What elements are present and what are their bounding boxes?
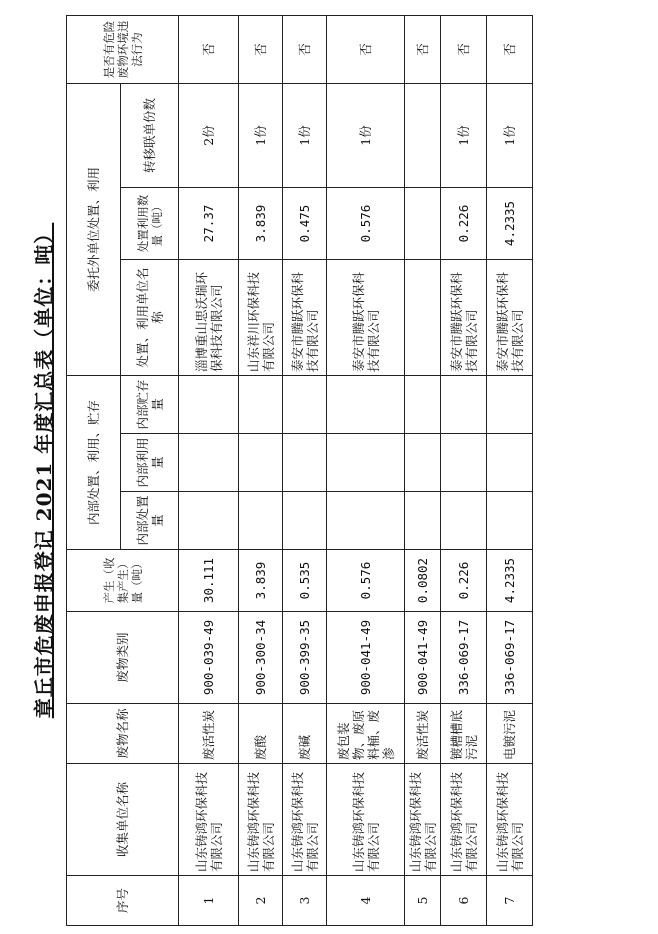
cell-outsource-unit: 泰安市腾跃环保科技有限公司 — [283, 260, 327, 376]
table-row — [283, 15, 327, 925]
cell-produced: 0.0802 — [405, 550, 441, 612]
cell-violation: 否 — [405, 15, 441, 83]
header-seq: 序号 — [67, 876, 179, 926]
cell-internal-disposal — [179, 492, 239, 550]
cell-waste-name: 废活性炭 — [179, 704, 239, 764]
cell-transfer-count: 1份 — [239, 84, 283, 188]
cell-outsource-amount: 0.576 — [327, 188, 405, 260]
cell-company: 山东铸鸿环保科技有限公司 — [487, 764, 533, 876]
cell-outsource-amount: 4.2335 — [487, 188, 533, 260]
cell-violation: 否 — [441, 15, 487, 83]
cell-violation: 否 — [487, 15, 533, 83]
header-internal-group: 内部处置、利用、贮存 — [67, 376, 121, 550]
cell-internal-disposal — [283, 492, 327, 550]
cell-internal-utilization — [327, 434, 405, 492]
cell-outsource-amount — [405, 188, 441, 260]
cell-waste-name: 电镀污泥 — [487, 704, 533, 764]
cell-seq: 3 — [283, 876, 327, 926]
cell-transfer-count: 1份 — [283, 84, 327, 188]
header-outsource-unit: 处置、利用单位名称 — [121, 260, 179, 376]
cell-produced: 0.535 — [283, 550, 327, 612]
cell-waste-category: 900-041-49 — [405, 612, 441, 704]
cell-company: 山东铸鸿环保科技有限公司 — [327, 764, 405, 876]
waste-summary-table — [22, 15, 533, 926]
cell-seq: 4 — [327, 876, 405, 926]
cell-internal-disposal — [239, 492, 283, 550]
rotated-sheet — [8, 12, 648, 932]
cell-violation: 否 — [239, 15, 283, 83]
cell-internal-disposal — [441, 492, 487, 550]
cell-violation: 否 — [179, 15, 239, 83]
cell-waste-name: 废碱 — [283, 704, 327, 764]
cell-internal-storage — [327, 376, 405, 434]
cell-waste-name: 废酸 — [239, 704, 283, 764]
cell-outsource-amount: 0.226 — [441, 188, 487, 260]
cell-outsource-amount: 0.475 — [283, 188, 327, 260]
cell-internal-utilization — [283, 434, 327, 492]
cell-internal-utilization — [239, 434, 283, 492]
cell-violation: 否 — [283, 15, 327, 83]
header-transfer-count: 转移联单份数 — [121, 84, 179, 188]
cell-seq: 1 — [179, 876, 239, 926]
cell-seq: 7 — [487, 876, 533, 926]
cell-internal-storage — [179, 376, 239, 434]
cell-company: 山东铸鸿环保科技有限公司 — [283, 764, 327, 876]
table-row — [441, 15, 487, 925]
cell-internal-storage — [239, 376, 283, 434]
cell-company: 山东铸鸿环保科技有限公司 — [179, 764, 239, 876]
header-outsource-amount: 处置利用数量（吨） — [121, 188, 179, 260]
cell-produced: 3.839 — [239, 550, 283, 612]
cell-waste-category: 336-069-17 — [487, 612, 533, 704]
header-produced: 产生（收集产生）量（吨） — [67, 550, 179, 612]
header-company: 收集单位名称 — [67, 764, 179, 876]
cell-transfer-count — [405, 84, 441, 188]
cell-outsource-unit: 山东祥川环保科技有限公司 — [239, 260, 283, 376]
cell-waste-category: 900-399-35 — [283, 612, 327, 704]
cell-seq: 2 — [239, 876, 283, 926]
cell-internal-disposal — [487, 492, 533, 550]
header-waste-category: 废物类别 — [67, 612, 179, 704]
header-violation: 是否有危险废物环境违法行为 — [67, 15, 179, 83]
cell-waste-category: 900-039-49 — [179, 612, 239, 704]
cell-seq: 5 — [405, 876, 441, 926]
cell-outsource-unit — [405, 260, 441, 376]
cell-transfer-count: 1份 — [327, 84, 405, 188]
cell-produced: 30.111 — [179, 550, 239, 612]
cell-waste-category: 336-069-17 — [441, 612, 487, 704]
cell-outsource-unit: 泰安市腾跃环保科技有限公司 — [487, 260, 533, 376]
cell-internal-storage — [283, 376, 327, 434]
cell-internal-storage — [487, 376, 533, 434]
cell-produced: 0.226 — [441, 550, 487, 612]
cell-internal-storage — [405, 376, 441, 434]
table-row — [327, 15, 405, 925]
cell-produced: 0.576 — [327, 550, 405, 612]
cell-internal-disposal — [405, 492, 441, 550]
cell-outsource-amount: 3.839 — [239, 188, 283, 260]
header-waste-name: 废物名称 — [67, 704, 179, 764]
cell-internal-utilization — [405, 434, 441, 492]
cell-waste-name: 镀槽槽底污泥 — [441, 704, 487, 764]
header-internal-utilization: 内部利用量 — [121, 434, 179, 492]
cell-outsource-unit: 泰安市腾跃环保科技有限公司 — [327, 260, 405, 376]
cell-company: 山东铸鸿环保科技有限公司 — [239, 764, 283, 876]
cell-internal-utilization — [441, 434, 487, 492]
cell-company: 山东铸鸿环保科技有限公司 — [405, 764, 441, 876]
cell-waste-name: 废包装物、废原料桶、废渗 — [327, 704, 405, 764]
table-row — [405, 15, 441, 925]
cell-transfer-count: 1份 — [487, 84, 533, 188]
cell-internal-storage — [441, 376, 487, 434]
cell-transfer-count: 1份 — [441, 84, 487, 188]
cell-company: 山东铸鸿环保科技有限公司 — [441, 764, 487, 876]
page-title: 章丘市危废申报登记 2021 年度汇总表（单位：吨） — [31, 222, 56, 719]
table-title-row — [22, 15, 67, 925]
cell-internal-utilization — [487, 434, 533, 492]
cell-waste-name: 废活性炭 — [405, 704, 441, 764]
cell-waste-category: 900-300-34 — [239, 612, 283, 704]
table-row — [239, 15, 283, 925]
cell-seq: 6 — [441, 876, 487, 926]
table-row — [179, 15, 239, 925]
cell-internal-disposal — [327, 492, 405, 550]
cell-outsource-unit: 淄博重山思沃瑞环保科技有限公司 — [179, 260, 239, 376]
header-outsource-group: 委托外单位处置、利用 — [67, 84, 121, 376]
cell-outsource-unit: 泰安市腾跃环保科技有限公司 — [441, 260, 487, 376]
cell-transfer-count: 2份 — [179, 84, 239, 188]
header-row-top — [67, 15, 121, 925]
header-internal-disposal: 内部处置量 — [121, 492, 179, 550]
cell-outsource-amount: 27.37 — [179, 188, 239, 260]
cell-waste-category: 900-041-49 — [327, 612, 405, 704]
cell-internal-utilization — [179, 434, 239, 492]
table-row — [487, 15, 533, 925]
cell-violation: 否 — [327, 15, 405, 83]
cell-produced: 4.2335 — [487, 550, 533, 612]
header-internal-storage: 内部贮存量 — [121, 376, 179, 434]
